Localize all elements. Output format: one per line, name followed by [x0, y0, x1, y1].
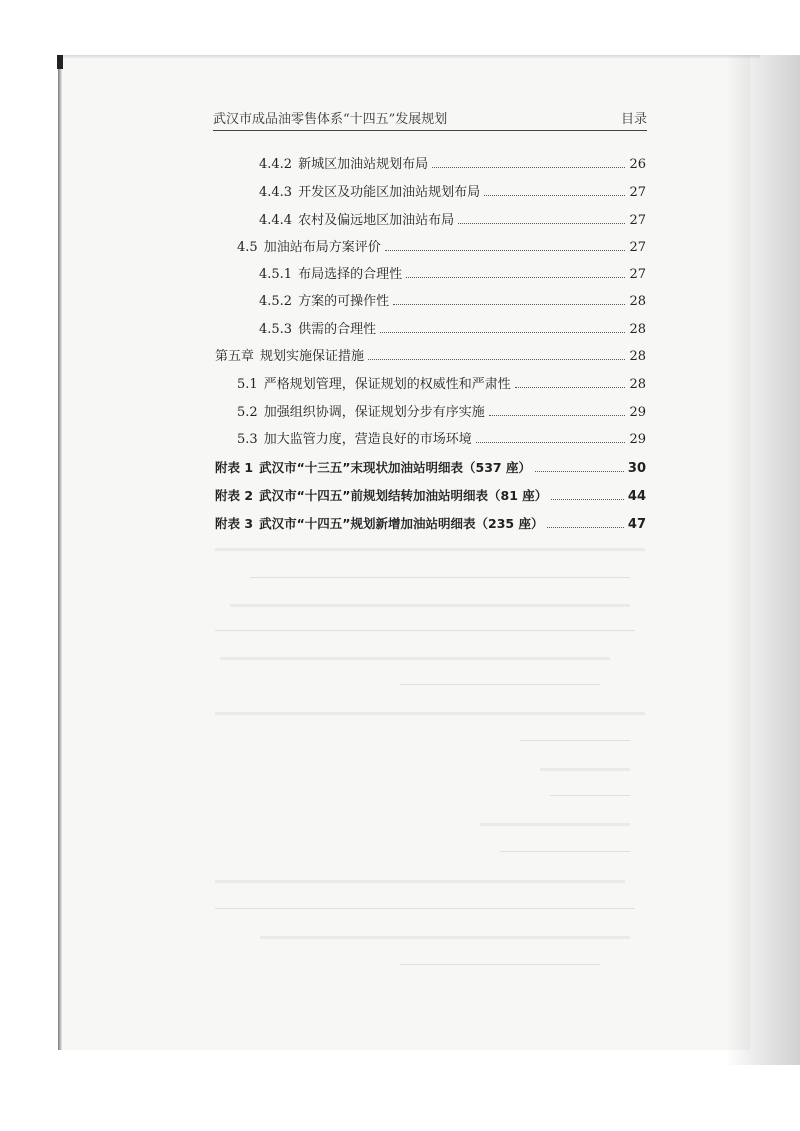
dot-leader [547, 527, 623, 528]
toc-entry-page: 27 [629, 240, 646, 255]
toc-entry[interactable] [259, 206, 646, 228]
toc-entry[interactable] [259, 150, 646, 172]
toc-entry-number: 附表 2 [215, 488, 254, 503]
toc-entry-label: 武汉市“十三五”末现状加油站明细表（537 座） [259, 460, 531, 475]
toc-entry-number: 4.4.2 [259, 157, 293, 172]
section-label: 目录 [620, 112, 647, 127]
dot-leader [515, 387, 626, 388]
dot-leader [432, 167, 625, 168]
paper-corner-mark [57, 55, 63, 69]
toc-entry-label: 武汉市“十四五”前规划结转加油站明细表（81 座） [259, 488, 548, 503]
dot-leader [484, 195, 625, 196]
toc-entry-number: 5.1 [237, 377, 258, 392]
toc-entry-page: 30 [627, 461, 646, 476]
toc-entry-appendix[interactable] [215, 454, 646, 476]
toc-entry-label: 加强组织协调，保证规划分步有序实施 [263, 405, 485, 420]
toc-entry-page: 28 [629, 294, 646, 309]
dot-leader [368, 359, 625, 360]
paper-left-edge [58, 55, 62, 1050]
toc-entry[interactable] [237, 233, 646, 255]
toc-entry-label: 方案的可操作性 [298, 294, 390, 309]
paper-top-shadow [60, 55, 760, 59]
toc-entry[interactable] [259, 178, 646, 200]
toc-entry-appendix[interactable] [215, 510, 646, 532]
running-header [213, 108, 647, 131]
toc-entry-number: 5.2 [237, 405, 258, 420]
toc-entry-number: 第五章 [215, 349, 255, 364]
toc-entry-number: 4.5.3 [259, 322, 293, 337]
toc-entry-label: 加油站布局方案评价 [263, 240, 381, 255]
toc-entry-page: 26 [629, 157, 646, 172]
dot-leader [393, 304, 625, 305]
toc-entry-page: 27 [629, 213, 646, 228]
toc-entry-label: 新城区加油站规划布局 [298, 157, 429, 172]
paper-right-shadow [725, 55, 800, 1065]
toc-entry[interactable] [237, 370, 646, 392]
toc-entry-label: 布局选择的合理性 [298, 267, 403, 282]
toc-entry[interactable] [237, 398, 646, 420]
toc-entry-label: 开发区及功能区加油站规划布局 [298, 185, 481, 200]
toc-entry-page: 44 [627, 489, 646, 504]
toc-entry-number: 5.3 [237, 432, 258, 447]
toc-entry-label: 加大监管力度，营造良好的市场环境 [263, 432, 472, 447]
toc-entry-label: 严格规划管理，保证规划的权威性和严肃性 [263, 377, 511, 392]
dot-leader [385, 250, 626, 251]
toc-entry-page: 28 [629, 377, 646, 392]
toc-entry-number: 4.5.2 [259, 294, 293, 309]
toc-entry-number: 4.5.1 [259, 267, 293, 282]
toc-entry-page: 28 [629, 322, 646, 337]
dot-leader [380, 332, 625, 333]
dot-leader [406, 277, 625, 278]
dot-leader [476, 442, 626, 443]
toc-entry-number: 4.4.4 [259, 213, 293, 228]
toc-entry-label: 供需的合理性 [298, 322, 377, 337]
toc-entry-page: 27 [629, 185, 646, 200]
toc-entry[interactable] [259, 315, 646, 337]
toc-entry[interactable] [215, 342, 646, 364]
toc-entry-page: 29 [629, 432, 646, 447]
toc-entry-label: 规划实施保证措施 [260, 349, 365, 364]
toc-entry-page: 27 [629, 267, 646, 282]
toc-entry-number: 附表 3 [215, 516, 254, 531]
toc-entry-number: 4.4.3 [259, 185, 293, 200]
toc-entry-page: 47 [627, 517, 646, 532]
toc-entry-number: 附表 1 [215, 460, 254, 475]
toc-entry-number: 4.5 [237, 240, 258, 255]
toc-entry-appendix[interactable] [215, 482, 646, 504]
dot-leader [551, 499, 624, 500]
toc-entry-label: 农村及偏远地区加油站布局 [298, 213, 455, 228]
toc-entry-page: 29 [629, 405, 646, 420]
dot-leader [489, 415, 626, 416]
toc-entry[interactable] [259, 287, 646, 309]
toc-entry-label: 武汉市“十四五”规划新增加油站明细表（235 座） [259, 516, 544, 531]
toc-entry[interactable] [259, 260, 646, 282]
dot-leader [535, 471, 624, 472]
dot-leader [458, 223, 625, 224]
toc-entry[interactable] [237, 425, 646, 447]
paper-sheet [60, 55, 750, 1050]
toc-entry-page: 28 [629, 349, 646, 364]
document-title: 武汉市成品油零售体系“十四五”发展规划 [213, 112, 448, 127]
